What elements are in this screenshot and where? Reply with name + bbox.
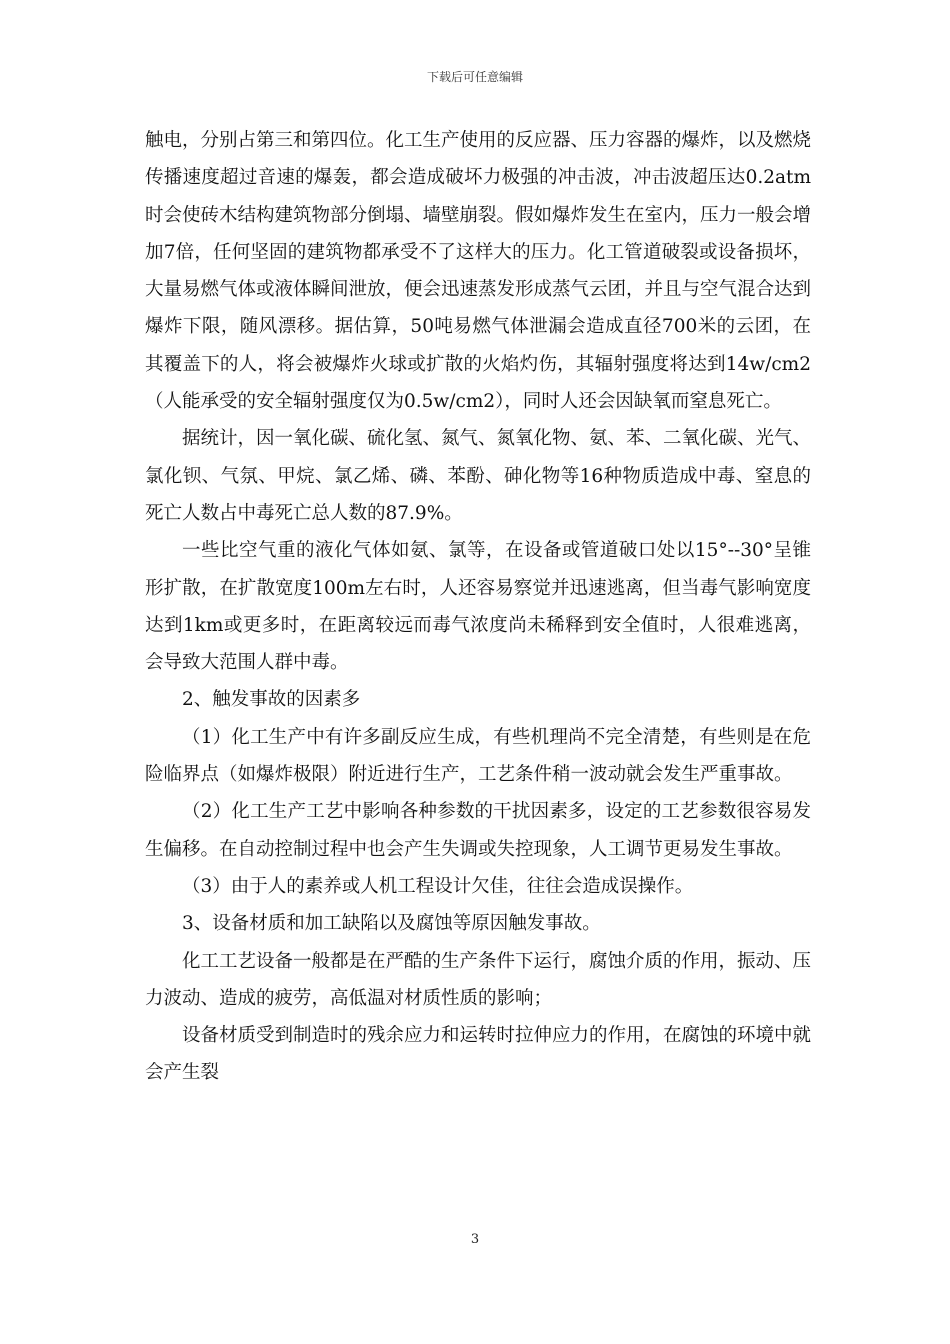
- list-item-side-reactions: （1）化工生产中有许多副反应生成，有些机理尚不完全清楚，有些则是在危险临界点（如爆炸极限）附近进行生产，工艺条件稍一波动就会发生严重事故。: [145, 726, 811, 786]
- paragraph-explosion-hazards: 触电，分别占第三和第四位。化工生产使用的反应器、压力容器的爆炸，以及燃烧传播速度超过音速的爆轰，都会造成破坏力极强的冲击波，冲击波超压达0.2atm时会使砖木结构建筑物部分倒塌、墙壁崩裂。假如爆炸发生在室内，压力一般会增加7倍，任何坚固的建筑物都承受不了这样大的压力。化工管道破裂或设备损坏，大量易燃气体或液体瞬间泄放，便会迅速蒸发形成蒸气云团，并且与空气混合达到爆炸下限，随风漂移。据估算，50吨易燃气体泄漏会造成直径700米的云团，在其覆盖下的人，将会被爆炸火球或扩散的火焰灼伤，其辐射强度将达到14w/cm2（人能承受的安全辐射强度仅为0.5w/cm2），同时人还会因缺氧而窒息死亡。: [145, 130, 812, 413]
- paragraph-harsh-conditions: 化工工艺设备一般都是在严酷的生产条件下运行，腐蚀介质的作用，振动、压力波动、造成的疲劳，高低温对材质性质的影响；: [145, 950, 812, 1009]
- paragraph-residual-stress: 设备材质受到制造时的残余应力和运转时拉伸应力的作用，在腐蚀的环境中就会产生裂: [145, 1025, 812, 1084]
- list-item-human-error: （3）由于人的素养或人机工程设计欠佳，往往会造成误操作。: [182, 875, 694, 897]
- section-heading-accident-factors: 2、触发事故的因素多: [182, 689, 361, 711]
- page-number: 3: [470, 1232, 480, 1247]
- paragraph-poisoning-statistics: 据统计，因一氧化碳、硫化氢、氮气、氮氧化物、氨、苯、二氧化碳、光气、氯化钡、气氛、甲烷、氯乙烯、磷、苯酚、砷化物等16种物质造成中毒、窒息的死亡人数占中毒死亡总人数的87.9%。: [145, 428, 812, 524]
- document-body: [145, 122, 811, 1092]
- list-item-parameter-interference: （2）化工生产工艺中影响各种参数的干扰因素多，设定的工艺参数很容易发生偏移。在自动控制过程中也会产生失调或失控现象，人工调节更易发生事故。: [145, 801, 811, 860]
- page-header: 下载后可任意编辑: [426, 70, 523, 84]
- paragraph-heavy-gas-diffusion: 一些比空气重的液化气体如氨、氯等，在设备或管道破口处以15°--30°呈锥形扩散，在扩散宽度100m左右时，人还容易察觉并迅速逃离，但当毒气影响宽度达到1km或更多时，在距离较远而毒气浓度尚未稀释到安全值时，人很难逃离，会导致大范围人群中毒。: [145, 540, 811, 674]
- section-heading-material-defects: 3、设备材质和加工缺陷以及腐蚀等原因触发事故。: [182, 913, 601, 935]
